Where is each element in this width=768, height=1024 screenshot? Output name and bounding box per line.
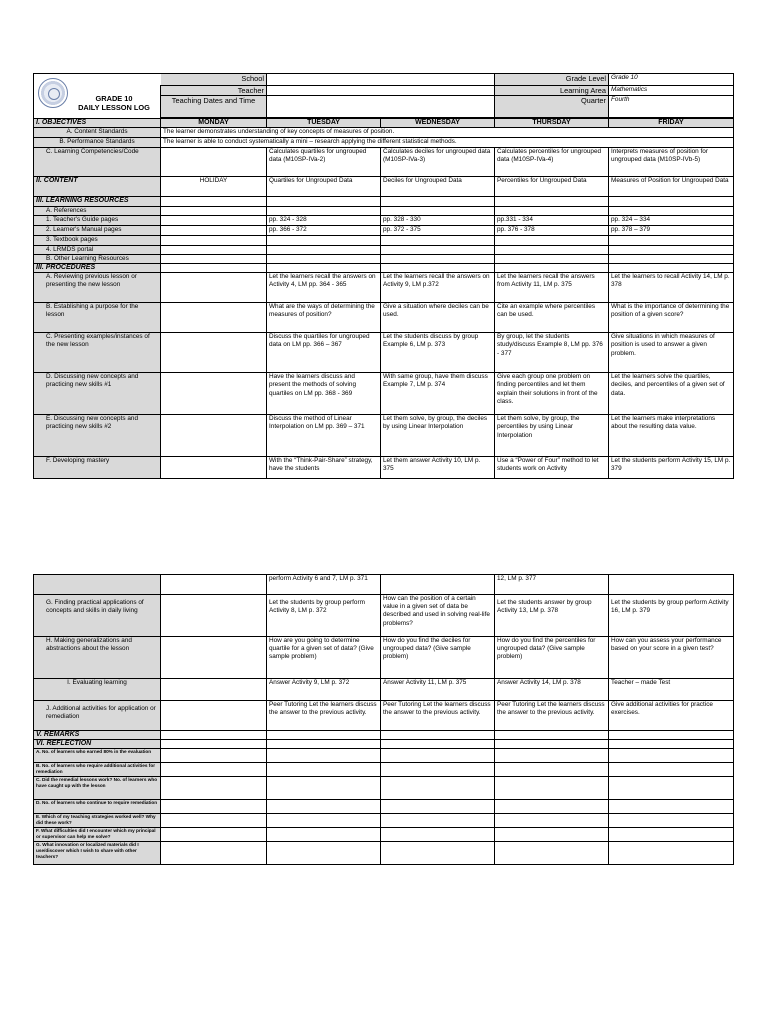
performance-standards-text: The learner is able to conduct systematically a mini – research applying the different statistical methods.	[161, 138, 734, 148]
log-title: DAILY LESSON LOG	[78, 103, 150, 112]
reflection-question: G. What innovation or localized materials did I use/discover which I wish to share with other teachers?	[34, 842, 161, 865]
day-header: MONDAY	[161, 119, 267, 128]
table-cell: Teacher – made Test	[609, 679, 734, 701]
table-cell: Let them solve, by group, the deciles by using Linear Interpolation	[381, 415, 495, 457]
row-label: E. Discussing new concepts and practicing new skills #2	[34, 415, 161, 457]
table-cell: How are you going to determine quartile for a given set of data? (Give sample problem)	[267, 637, 381, 679]
table-cell	[161, 216, 267, 226]
table-cell: Calculates percentiles for ungrouped data (M10SP-IVa-4)	[495, 148, 609, 177]
row-label: H. Making generalizations and abstractions about the lesson	[34, 637, 161, 679]
table-cell	[161, 333, 267, 373]
table-cell: pp.331 - 334	[495, 216, 609, 226]
dates-label: Teaching Dates and Time	[161, 96, 267, 118]
objectives-heading: I. OBJECTIVES	[34, 119, 161, 128]
table-cell: Give situations in which measures of position is used to answer a given problem.	[609, 333, 734, 373]
teacher-label: Teacher	[161, 86, 267, 96]
table-cell	[161, 226, 267, 236]
table-cell: Calculates deciles for ungrouped data (M10SP-IVa-3)	[381, 148, 495, 177]
day-header: FRIDAY	[609, 119, 734, 128]
content-standards-text: The learner demonstrates understanding of key concepts of measures of position.	[161, 128, 734, 138]
table-cell: pp. 324 – 334	[609, 216, 734, 226]
table-cell	[161, 575, 267, 595]
row-label: F. Developing mastery	[34, 457, 161, 479]
row-label: 3. Textbook pages	[34, 236, 161, 245]
reflection-question: E. Which of my teaching strategies worked well? Why did these work?	[34, 814, 161, 828]
table-cell	[161, 457, 267, 479]
table-cell	[381, 575, 495, 595]
row-label: I. Evaluating learning	[34, 679, 161, 701]
table-cell: What are the ways of determining the measures of position?	[267, 303, 381, 333]
table-cell: Let them solve, by group, the percentiles by using Linear Interpolation	[495, 415, 609, 457]
reflection-question: F. What difficulties did I encounter which my principal or supervisor can help me solve?	[34, 828, 161, 842]
table-cell: pp. 376 - 378	[495, 226, 609, 236]
table-cell: Interprets measures of position for ungrouped data (M10SP-IVb-5)	[609, 148, 734, 177]
table-cell	[161, 595, 267, 637]
remarks-heading: V. REMARKS	[34, 731, 161, 740]
table-cell: perform Activity 6 and 7, LM p. 371	[267, 575, 381, 595]
table-cell: Measures of Position for Ungrouped Data	[609, 177, 734, 197]
table-cell: Let the learners recall the answers on Activity 4, LM pp. 364 - 365	[267, 273, 381, 303]
table-cell: Give each group one problem on finding percentiles and let them explain their solutions in front of the class.	[495, 373, 609, 415]
row-label: II. CONTENT	[34, 177, 161, 197]
header-title-block	[68, 94, 160, 112]
table-cell: Answer Activity 11, LM p. 375	[381, 679, 495, 701]
table-cell: With the “Think-Pair-Share” strategy, have the students	[267, 457, 381, 479]
learning-area-label: Learning Area	[495, 86, 609, 96]
dates-value[interactable]	[267, 96, 495, 118]
day-header: WEDNESDAY	[381, 119, 495, 128]
reflection-heading: VI. REFLECTION	[34, 740, 161, 749]
table-cell	[161, 148, 267, 177]
table-cell	[161, 303, 267, 333]
table-cell: Peer Tutoring Let the learners discuss the answer to the previous activity.	[267, 701, 381, 731]
resources-heading: III. LEARNING RESOURCES	[34, 197, 161, 207]
lesson-log-table-page-1	[33, 73, 734, 479]
day-header: TUESDAY	[267, 119, 381, 128]
row-label: C. Presenting examples/instances of the new lesson	[34, 333, 161, 373]
table-cell: Let the students discuss by group Example 6, LM p. 373	[381, 333, 495, 373]
table-cell: Percentiles for Ungrouped Data	[495, 177, 609, 197]
table-cell: Peer Tutoring Let the learners discuss the answer to the previous activity.	[495, 701, 609, 731]
table-cell	[161, 273, 267, 303]
table-cell: Peer Tutoring Let the learners discuss the answer to the previous activity.	[381, 701, 495, 731]
table-cell: How can the position of a certain value in a given set of data be described and used in solving real-life problems?	[381, 595, 495, 637]
table-cell: pp. 324 - 328	[267, 216, 381, 226]
school-value[interactable]	[267, 74, 495, 86]
table-cell: pp. 366 - 372	[267, 226, 381, 236]
row-label: A. References	[34, 207, 161, 216]
table-cell: Discuss the method of Linear Interpolation on LM pp. 369 – 371	[267, 415, 381, 457]
row-label: B. Performance Standards	[34, 138, 161, 148]
table-cell: Calculates quartiles for ungrouped data (M10SP-IVa-2)	[267, 148, 381, 177]
table-cell: How do you find the deciles for ungrouped data? (Give sample problem)	[381, 637, 495, 679]
row-label: A. Reviewing previous lesson or presenting the new lesson	[34, 273, 161, 303]
table-cell: Discuss the quartiles for ungrouped data on LM pp. 366 – 367	[267, 333, 381, 373]
quarter-label: Quarter	[495, 96, 609, 118]
grade-title: GRADE 10	[95, 94, 133, 103]
table-cell: Let the learners to recall Activity 14, LM p. 378	[609, 273, 734, 303]
table-cell: pp. 328 - 330	[381, 216, 495, 226]
table-cell: Cite an example where percentiles can be used.	[495, 303, 609, 333]
reflection-question: A. No. of learners who earned 80% in the evaluation	[34, 749, 161, 763]
row-label: B. Other Learning Resources	[34, 254, 161, 263]
quarter-value[interactable]: Fourth	[609, 96, 734, 118]
learning-area-value[interactable]: Mathematics	[609, 86, 734, 96]
row-label: G. Finding practical applications of concepts and skills in daily living	[34, 595, 161, 637]
row-label: 4. LRMDS portal	[34, 245, 161, 254]
table-cell: With same group, have them discuss Example 7, LM p. 374	[381, 373, 495, 415]
header-logo-cell	[34, 74, 161, 119]
grade-level-label: Grade Level	[495, 74, 609, 86]
table-cell: Give additional activities for practice exercises.	[609, 701, 734, 731]
row-label: B. Establishing a purpose for the lesson	[34, 303, 161, 333]
table-cell: Let the students by group perform Activity 16, LM p. 379	[609, 595, 734, 637]
table-cell: Let the students by group perform Activity 8, LM p. 372	[267, 595, 381, 637]
reflection-question: C. Did the remedial lessons work? No. of learners who have caught up with the lesson	[34, 777, 161, 800]
table-cell: Answer Activity 14, LM p. 378	[495, 679, 609, 701]
table-cell: Let the learners recall the answers on Activity 9, LM p.372	[381, 273, 495, 303]
teacher-value[interactable]	[267, 86, 495, 96]
row-label: C. Learning Competencies/Code	[34, 148, 161, 177]
table-cell: Let the students answer by group Activity 13, LM p. 378	[495, 595, 609, 637]
grade-level-value[interactable]: Grade 10	[609, 74, 734, 86]
table-cell: What is the importance of determining the position of a given score?	[609, 303, 734, 333]
procedures-heading: III. PROCEDURES	[34, 264, 161, 273]
table-cell: pp. 378 – 379	[609, 226, 734, 236]
lesson-log-table-page-2	[33, 574, 734, 865]
deped-seal-logo	[38, 78, 68, 108]
school-label: School	[161, 74, 267, 86]
table-cell: Use a “Power of Four” method to let students work on Activity	[495, 457, 609, 479]
table-cell: pp. 372 - 375	[381, 226, 495, 236]
table-cell: Let the learners recall the answers from Activity 11, LM p. 375	[495, 273, 609, 303]
table-cell: Quartiles for Ungrouped Data	[267, 177, 381, 197]
table-cell: Let the learners make interpretations about the resulting data value.	[609, 415, 734, 457]
row-label: D. Discussing new concepts and practicing new skills #1	[34, 373, 161, 415]
table-cell: HOLIDAY	[161, 177, 267, 197]
table-cell	[161, 701, 267, 731]
table-cell: Deciles for Ungrouped Data	[381, 177, 495, 197]
table-cell: Have the learners discuss and present the methods of solving quartiles on LM pp. 368 - 369	[267, 373, 381, 415]
table-cell	[609, 575, 734, 595]
table-cell: By group, let the students study/discuss Example 8, LM pp. 376 - 377	[495, 333, 609, 373]
row-label: 2. Learner's Manual pages	[34, 226, 161, 236]
table-cell: 12, LM p. 377	[495, 575, 609, 595]
table-cell	[161, 373, 267, 415]
table-cell	[161, 637, 267, 679]
row-label: J. Additional activities for application or remediation	[34, 701, 161, 731]
day-header: THURSDAY	[495, 119, 609, 128]
reflection-question: B. No. of learners who require additional activities for remediation	[34, 763, 161, 777]
table-cell: How can you assess your performance based on your score in a given test?	[609, 637, 734, 679]
table-cell: How do you find the percentiles for ungrouped data? (Give sample problem)	[495, 637, 609, 679]
table-cell: Let the students perform Activity 15, LM p. 379	[609, 457, 734, 479]
table-cell	[161, 679, 267, 701]
table-cell: Give a situation where deciles can be used.	[381, 303, 495, 333]
reflection-question: D. No. of learners who continue to require remediation	[34, 800, 161, 814]
table-cell: Answer Activity 9, LM p. 372	[267, 679, 381, 701]
row-label: 1. Teacher's Guide pages	[34, 216, 161, 226]
table-cell: Let them answer Activity 10, LM p. 375	[381, 457, 495, 479]
row-label: A. Content Standards	[34, 128, 161, 138]
table-cell	[161, 415, 267, 457]
table-cell: Let the learners solve the quartiles, deciles, and percentiles of a given set of data.	[609, 373, 734, 415]
